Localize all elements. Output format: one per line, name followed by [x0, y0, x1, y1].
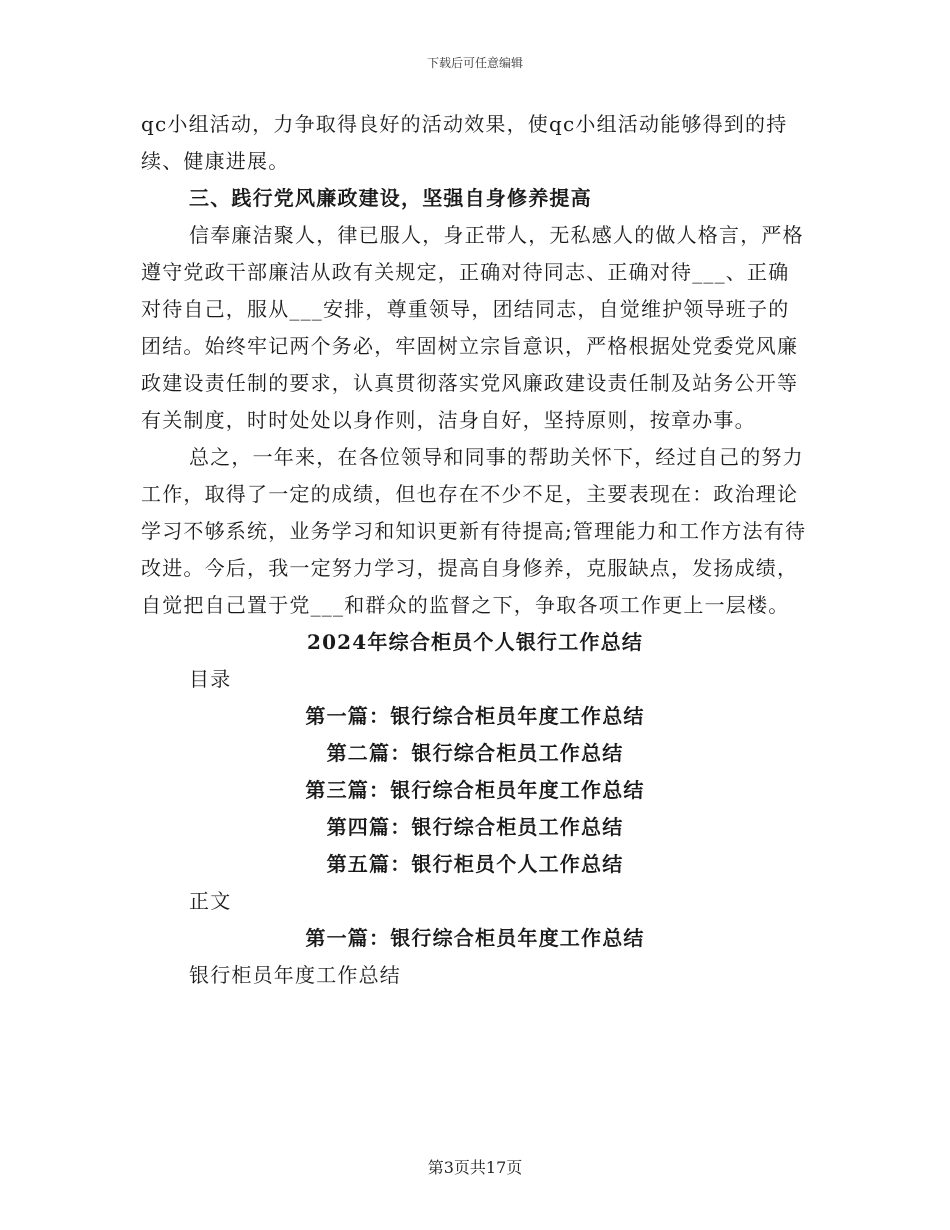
- part1-title: 第一篇：银行综合柜员年度工作总结: [305, 926, 645, 950]
- paragraph-continuation: qc小组活动，力争取得良好的活动效果，使qc小组活动能够得到的持续、健康进展。: [141, 112, 788, 173]
- toc-item: 第三篇：银行综合柜员年度工作总结: [305, 778, 645, 802]
- paragraph-integrity: 信奉廉洁聚人，律已服人，身正带人，无私感人的做人格言，严格遵守党政干部廉洁从政有关规定，正确对待同志、正确对待___、正确对待自己，服从___安排，尊重领导，团结同志，自觉维护领导班子的团结。始终牢记两个务必，牢固树立宗旨意识，严格根据处党委党风廉政建设责任制的要求，认真贯彻落实党风廉政建设责任制及站务公开等有关制度，时时处处以身作则，洁身自好，坚持原则，按章办事。: [141, 223, 804, 432]
- document-body: [141, 106, 809, 994]
- toc-label: 目录: [189, 667, 232, 691]
- main-text-label: 正文: [189, 889, 232, 913]
- toc-item: 第一篇：银行综合柜员年度工作总结: [305, 704, 645, 728]
- toc-item: 第二篇：银行综合柜员工作总结: [326, 741, 624, 765]
- page-header-note: 下载后可任意编辑: [426, 56, 523, 70]
- page-number: 第3页共17页: [427, 1158, 523, 1177]
- document-title: 2024年综合柜员个人银行工作总结: [306, 630, 644, 654]
- toc-item: 第五篇：银行柜员个人工作总结: [326, 852, 624, 876]
- section-heading: 三、践行党风廉政建设，坚强自身修养提高: [189, 186, 592, 210]
- part1-subtitle: 银行柜员年度工作总结: [189, 963, 401, 987]
- toc-item: 第四篇：银行综合柜员工作总结: [326, 815, 624, 839]
- paragraph-summary: 总之，一年来，在各位领导和同事的帮助关怀下，经过自己的努力工作，取得了一定的成绩，但也存在不少不足，主要表现在：政治理论学习不够系统，业务学习和知识更新有待提高;管理能力和工作方法有待改进。今后，我一定努力学习，提高自身修养，克服缺点，发扬成绩，自觉把自己置于党___和群众的监督之下，争取各项工作更上一层楼。: [141, 445, 807, 617]
